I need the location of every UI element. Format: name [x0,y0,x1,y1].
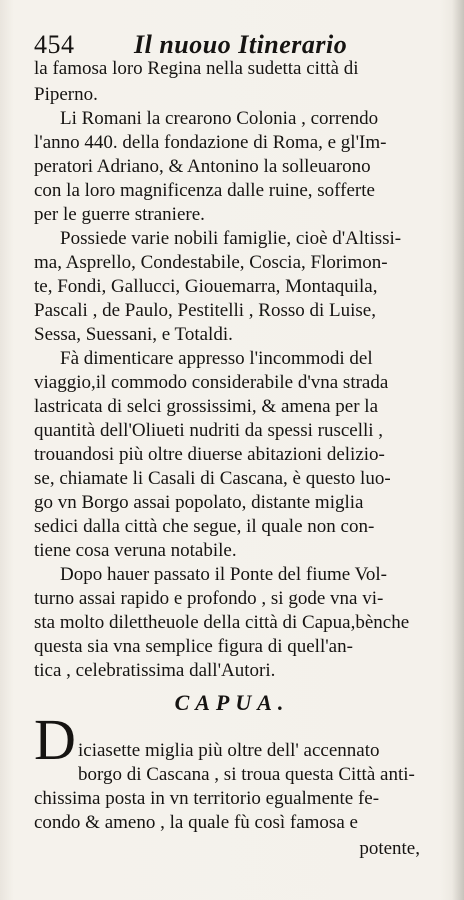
text-line: questa sia vna semplice figura di quell'an- [34,636,353,657]
text-line: quantità dell'Oliueti nudriti da spessi ruscelli , [34,420,384,441]
text-line: peratori Adriano, & Antonino la solleuarono [34,156,371,177]
text-line: Piperno. [34,84,98,105]
text-line: Sessa, Suessani, e Totaldi. [34,324,233,345]
paragraph-start-line: Possiede varie nobili famiglie, cioè d'Altissi- [60,228,402,249]
text-line: tiene cosa veruna notabile. [34,540,237,561]
drop-cap: D [34,707,76,772]
text-line: iciasette miglia più oltre dell' accennato [78,740,380,761]
running-head: Il nuouo Itinerario [134,30,348,59]
text-line: lastricata di selci grossissimi, & amena per la [34,396,379,417]
text-line: con la loro magnificenza dalle ruine, sofferte [34,180,375,201]
text-line: borgo di Cascana , si troua questa Città anti- [78,764,415,785]
text-line: chissima posta in vn territorio egualmente fe- [34,788,380,809]
text-line: l'anno 440. della fondazione di Roma, e gl'Im- [34,132,387,153]
catchword: potente, [359,838,420,859]
text-line: go vn Borgo assai popolato, distante miglia [34,492,364,513]
text-line: ma, Asprello, Condestabile, Coscia, Florimon- [34,252,388,273]
text-line: la famosa loro Regina nella sudetta città di [34,58,359,79]
paragraph-start-line: Dopo hauer passato il Ponte del fiume Vol- [60,564,387,585]
text-line: te, Fondi, Gallucci, Giouemarra, Montaquila, [34,276,378,297]
page-number: 454 [34,30,75,59]
text-line: per le guerre straniere. [34,204,205,225]
text-line: Pascali , de Paulo, Pestitelli , Rosso di Luise, [34,300,376,321]
page-edge-shadow [452,0,464,900]
paragraph-start-line: Fà dimenticare appresso l'incommodi del [60,348,373,369]
text-line: sta molto dilettheuole della città di Capua,bènche [34,612,410,633]
text-line: tica , celebratissima dall'Autori. [34,660,276,681]
text-line: trouandosi più oltre diuerse abitazioni delizio- [34,444,385,465]
section-title: CAPUA. [174,690,290,715]
text-line: se, chiamate li Casali di Cascana, è questo luo- [34,468,391,489]
text-line: sedici dalla città che segue, il quale non con- [34,516,375,537]
text-line: viaggio,il commodo considerabile d'vna strada [34,372,389,393]
text-line: turno assai rapido e profondo , si gode vna vi- [34,588,384,609]
text-line: condo & ameno , la quale fù così famosa e [34,812,358,833]
paragraph-start-line: Li Romani la crearono Colonia , correndo [60,108,379,129]
